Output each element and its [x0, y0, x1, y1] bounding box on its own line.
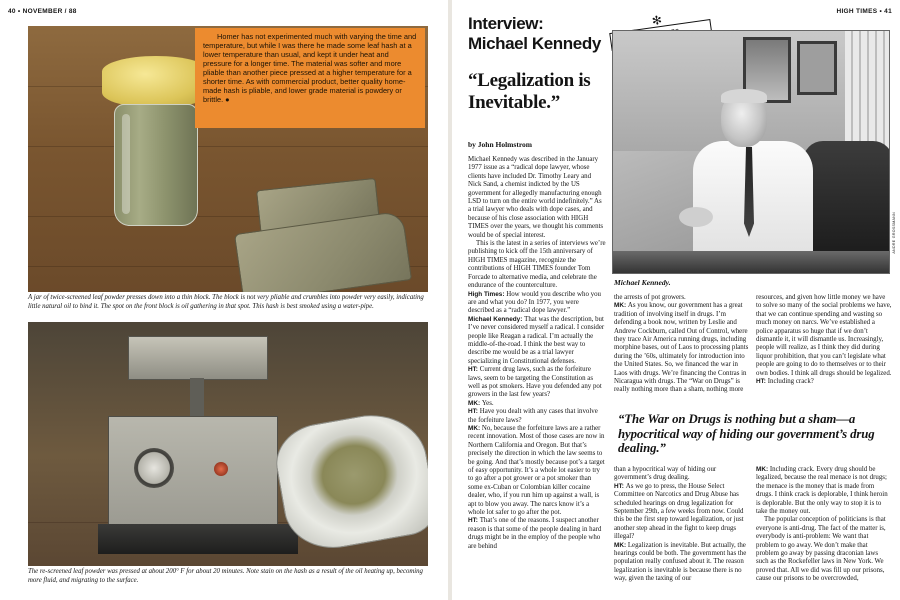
speaker-label: HT:	[468, 517, 480, 525]
article-paragraph	[468, 156, 606, 240]
paragraph-text: This is the latest in a series of interviews we’re publishing to kick off the 15th anniversary of HIGH TIMES magazine, recognize the contributions of HIGH TIMES founder Tom Forcade to alternative media, and celebrate the endurance of the counterculture.	[468, 240, 606, 290]
kicker-line-1: Interview:	[468, 14, 544, 33]
paragraph-text: resources, and given how little money we have to solve so many of the social problems we have, that we can continue spending and wasting so much money on narcs. We’ve established a police apparatus so huge that if we don’t dismantle it, it will dismantle us. Increasingly, people will realize, as I think they did during liquor prohibition, that you can’t legislate what people are going to do to themselves or to their own bodies. I think all drugs should be legalized.	[756, 294, 892, 377]
paragraph-text: Yes.	[481, 399, 494, 407]
right-page	[452, 0, 900, 600]
article-paragraph	[614, 542, 750, 584]
right-folio: HIGH TIMES • 41	[836, 8, 892, 15]
article-paragraph	[468, 408, 606, 425]
kennedy-portrait-photo	[612, 30, 890, 274]
article-column-3-lower	[756, 466, 892, 584]
article-column-2	[614, 294, 750, 395]
paragraph-text: No, because the forfeiture laws are a rather recent innovation. Most of those cases are now in Northern California and Oregon. But that’s precisely the direction in which the law seems to be going. And that’s mostly because pot’s a target of easy opportunity. It’s a whole lot easier to try to go after a pot grower or a pot smoker than some ex-Cuban or Colombian killer cocaine dealer, who, if you run him up against a wall, is apt to blow you away. The narcs know it’s a whole lot safer to go after the pot.	[468, 425, 605, 517]
speaker-label: Michael Kennedy:	[468, 315, 525, 323]
article-paragraph	[468, 291, 606, 316]
photo-caption-top: A jar of twice-screened leaf powder presses down into a thin block. The block is not very pliable and crumbles into powder very easily, indicating little natural oil to bind it. The spot on the front block is oil gathering in that spot. This hash is best smoked using a water-pipe.	[28, 294, 424, 310]
paragraph-text: Including crack. Every drug should be legalized, because the real menace is not drugs; the menace is the money that is made from drugs. I think crack is deplorable, I think heroin is deplorable. But the only way to stop it is to take the money out.	[756, 466, 888, 516]
indicator-light	[214, 462, 228, 476]
article-column-2-lower	[614, 466, 750, 584]
portrait-caption: Michael Kennedy.	[614, 278, 671, 287]
article-paragraph	[614, 466, 750, 483]
paragraph-text: Michael Kennedy was described in the January 1977 issue as a “radical dope lawyer, whose clients have included Dr. Timothy Leary and Nick Sand, a chemist indicted by the US government for allegedly manufacturing enough LSD to turn on the entire world indefinitely.” As a trial lawyer who deals with dope cases, and because of his close association with HIGH TIMES over the years, we thought his comments would be of special interest.	[468, 156, 604, 239]
paragraph-text: Including crack?	[767, 378, 814, 386]
paragraph-text: That was the description, but I’ve never considered myself a radical. I consider people like Reagan a radical. I’m actually the middle-of-the-road. I think the best way to describe me would be as a trial lawyer specializing in Constitutional defenses.	[468, 315, 605, 365]
paragraph-text: Legalization is inevitable. But actually, the hearings could be both. The government has the population really confused about it. The reason legalization is inevitable is because there is no way, given the taxing of our	[614, 541, 747, 583]
dial-knob	[134, 448, 174, 488]
article-paragraph	[468, 316, 606, 366]
paragraph-text: That’s one of the reasons. I suspect another reason is that some of the people dealing in hard drugs might be in the employ of the people who are behind	[468, 517, 602, 550]
paragraph-text: As we go to press, the House Select Committee on Narcotics and Drug Abuse has scheduled hearings on drug legalization for September 29th, a few weeks from now. Could this be the first step toward legalization, or just another step ahead in the fight to keep drugs illegal?	[614, 482, 744, 541]
article-column-1	[468, 156, 606, 551]
byline: by John Holmstrom	[468, 140, 533, 149]
article-paragraph	[614, 302, 750, 394]
speaker-label: MK:	[468, 399, 482, 407]
speaker-label: MK:	[468, 425, 482, 432]
paragraph-text: than a hypocritical way of hiding our government’s drug dealing.	[614, 466, 717, 482]
speaker-label: MK:	[756, 466, 770, 473]
interview-kicker	[468, 14, 601, 54]
speaker-label: HT:	[756, 378, 768, 386]
jar-image	[102, 56, 210, 230]
article-paragraph	[614, 483, 750, 542]
photo-caption-bottom: The re-screened leaf powder was pressed at about 200° F for about 20 minutes. Note stain on the hash as a result of the oil heating up, becoming more fluid, and migrating to the surface.	[28, 568, 423, 584]
article-paragraph	[756, 294, 892, 378]
speaker-label: MK:	[614, 541, 628, 549]
article-paragraph	[468, 366, 606, 400]
pull-quote: “The War on Drugs is nothing but a sham—a hypocritical way of hiding our government’s drug dealing.”	[618, 412, 875, 456]
article-paragraph	[756, 516, 892, 583]
paragraph-text: The popular conception of politicians is that everyone is anti-drug. The fact of the matter is, everybody is anti-problem: We want that problem to go away. We don’t make that problem go away by passing draconian laws such as the Rockefeller laws in New York. We proved that. All we did was fill up our prisons, cause our prisons to be overcrowded,	[756, 516, 886, 583]
paragraph-text: As you know, our government has a great tradition of involving itself in drugs. I’m defending a book now, written by Leslie and Andrew Cockburn, called Out of Control, where they trace Air America running drugs, including morphine bases, out of Laos to processing plants during the ’60s, ultimately for introduction into the United States. So, we financed the war in Laos with drugs. We’re financing the Contras in Nicaragua with drugs. The “War on Drugs” is really nothing more than a sham, nothing more	[614, 302, 749, 394]
article-paragraph	[756, 466, 892, 516]
article-column-3	[756, 294, 892, 386]
article-headline: “Legalization is Inevitable.”	[468, 70, 591, 113]
article-paragraph	[468, 240, 606, 290]
left-folio: 40 • NOVEMBER / 88	[8, 8, 77, 15]
article-paragraph	[614, 294, 750, 302]
sidebar-callout: Homer has not experimented much with varying the time and temperature, but while I was there he made some leaf hash at a lower temperature than usual, and kept it under heat and pressure for a longer time. The material was softer and more pliable than another piece pressed at a higher temperature for a shorter time. As with commercial product, better quality home-made hash is pliable, and lower grade material is powdery or brittle. ●	[195, 28, 425, 128]
article-paragraph	[468, 425, 606, 517]
paragraph-text: the arrests of pot growers.	[614, 294, 686, 301]
article-paragraph	[468, 400, 606, 408]
paragraph-text: How would you describe who you are and what you do? In 1977, you were described as a “radical dope lawyer.”	[468, 290, 601, 315]
speaker-label: MK:	[614, 302, 628, 310]
speaker-label: HT:	[614, 482, 626, 490]
speaker-label: HT:	[468, 366, 480, 374]
article-paragraph	[468, 517, 606, 551]
photo-credit: ANDRE GROSSMANN	[892, 212, 896, 254]
leaf-icon: ✻	[651, 12, 663, 29]
paragraph-text: Current drug laws, such as the forfeiture laws, seem to be targeting the Constitution as well as pot smokers. Have you defended any pot growers in the last few years?	[468, 366, 602, 399]
kicker-line-2: Michael Kennedy	[468, 34, 601, 53]
speaker-label: HT:	[468, 408, 480, 416]
press-machine-photo	[28, 322, 428, 566]
speaker-label: High Times:	[468, 290, 507, 298]
article-paragraph	[756, 378, 892, 386]
left-page	[0, 0, 448, 600]
paragraph-text: Have you dealt with any cases that involve the forfeiture laws?	[468, 408, 598, 424]
heat-press-image	[98, 336, 288, 556]
